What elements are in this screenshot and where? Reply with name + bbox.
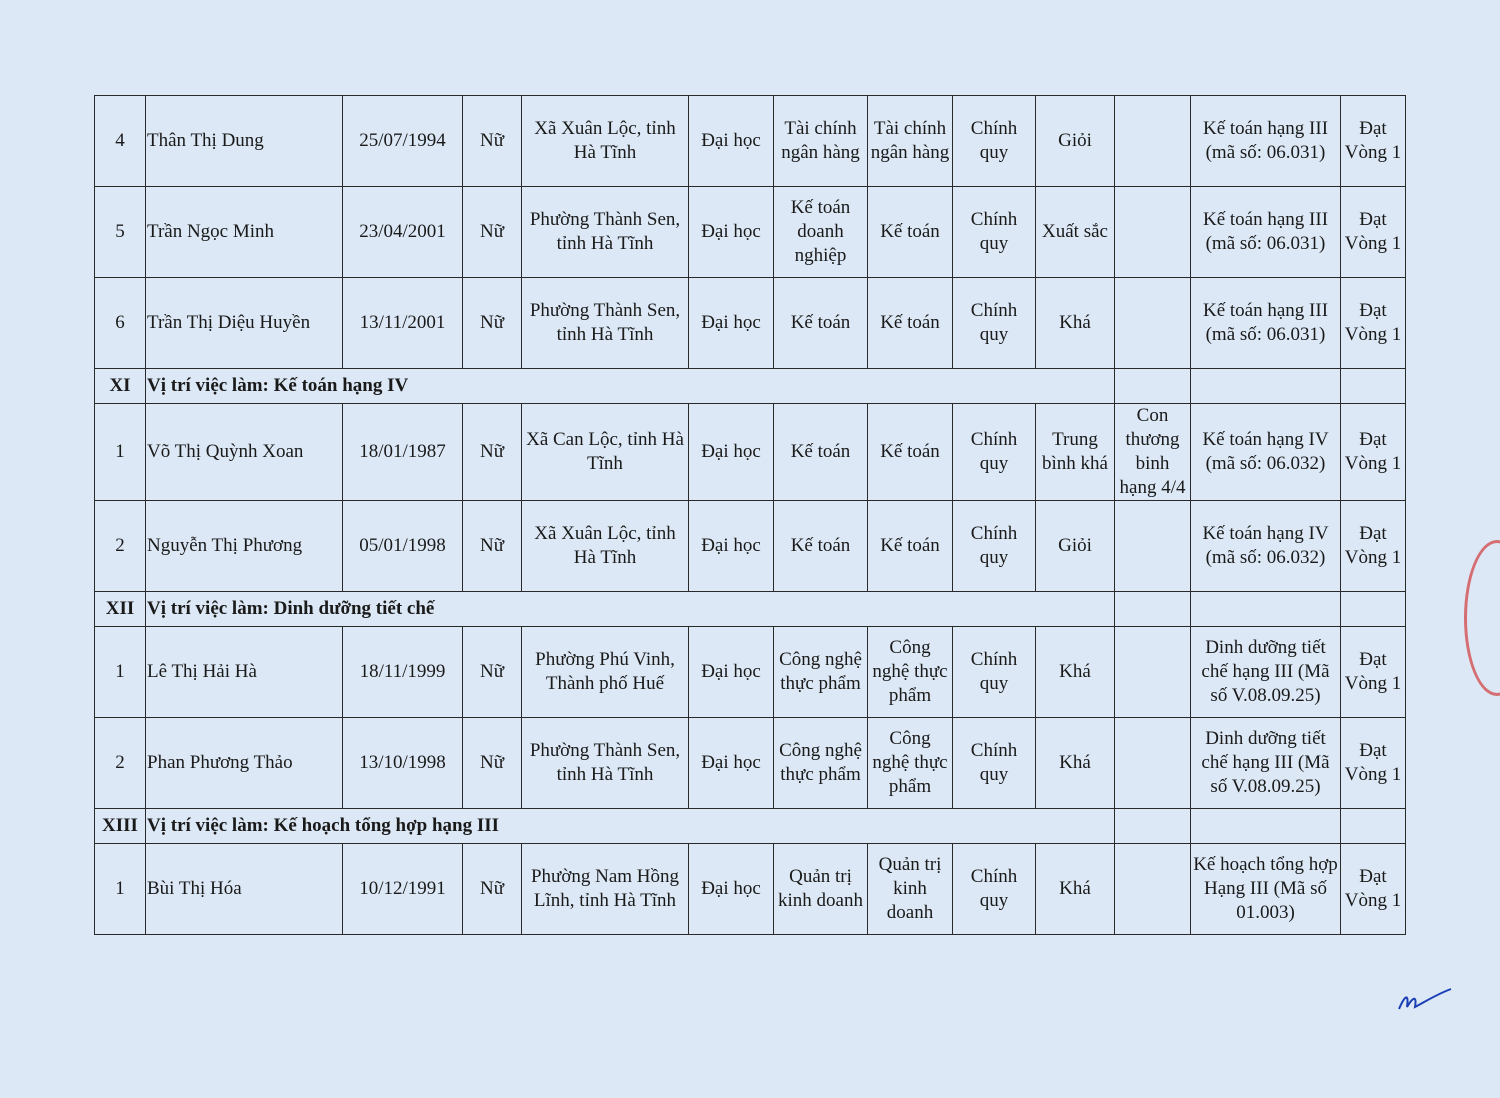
cell-major: Kế toán <box>774 278 868 369</box>
cell-stt: 4 <box>95 96 146 187</box>
cell-field: Tài chính ngân hàng <box>868 96 953 187</box>
signature-initials <box>1395 985 1455 1015</box>
empty-cell <box>1191 809 1341 844</box>
cell-position: Kế toán hạng III (mã số: 06.031) <box>1191 278 1341 369</box>
cell-degree: Đại học <box>689 501 774 592</box>
empty-cell <box>1191 592 1341 627</box>
cell-name: Phan Phương Thảo <box>146 718 343 809</box>
cell-degree: Đại học <box>689 404 774 501</box>
cell-priority <box>1115 627 1191 718</box>
cell-mode: Chính quy <box>953 718 1036 809</box>
cell-address: Phường Nam Hồng Lĩnh, tỉnh Hà Tĩnh <box>522 844 689 935</box>
cell-dob: 13/11/2001 <box>343 278 463 369</box>
cell-field: Kế toán <box>868 187 953 278</box>
empty-cell <box>1115 592 1191 627</box>
cell-mode: Chính quy <box>953 96 1036 187</box>
cell-name: Lê Thị Hải Hà <box>146 627 343 718</box>
cell-mode: Chính quy <box>953 501 1036 592</box>
cell-major: Kế toán <box>774 404 868 501</box>
table-row <box>95 501 1406 592</box>
cell-address: Phường Thành Sen, tỉnh Hà Tĩnh <box>522 718 689 809</box>
cell-field: Kế toán <box>868 278 953 369</box>
cell-result: Đạt Vòng 1 <box>1341 187 1406 278</box>
cell-mode: Chính quy <box>953 404 1036 501</box>
cell-degree: Đại học <box>689 844 774 935</box>
cell-position: Kế toán hạng IV (mã số: 06.032) <box>1191 501 1341 592</box>
cell-name: Trần Ngọc Minh <box>146 187 343 278</box>
cell-stt: 2 <box>95 718 146 809</box>
empty-cell <box>1191 369 1341 404</box>
cell-major: Công nghệ thực phẩm <box>774 627 868 718</box>
cell-name: Nguyễn Thị Phương <box>146 501 343 592</box>
section-row <box>95 809 1406 844</box>
cell-degree: Đại học <box>689 278 774 369</box>
empty-cell <box>1341 809 1406 844</box>
cell-field: Quản trị kinh doanh <box>868 844 953 935</box>
cell-field: Kế toán <box>868 501 953 592</box>
cell-field: Công nghệ thực phẩm <box>868 718 953 809</box>
cell-dob: 05/01/1998 <box>343 501 463 592</box>
cell-mode: Chính quy <box>953 844 1036 935</box>
cell-stt: 1 <box>95 404 146 501</box>
cell-position: Dinh dưỡng tiết chế hạng III (Mã số V.08.09.25) <box>1191 627 1341 718</box>
cell-result: Đạt Vòng 1 <box>1341 627 1406 718</box>
cell-major: Kế toán <box>774 501 868 592</box>
red-stamp <box>1464 540 1500 696</box>
cell-grade: Khá <box>1036 627 1115 718</box>
section-title: Vị trí việc làm: Kế toán hạng IV <box>146 369 1115 404</box>
table-row <box>95 844 1406 935</box>
cell-position: Kế hoạch tổng hợp Hạng III (Mã số 01.003) <box>1191 844 1341 935</box>
cell-address: Xã Xuân Lộc, tỉnh Hà Tĩnh <box>522 501 689 592</box>
cell-grade: Khá <box>1036 278 1115 369</box>
section-row <box>95 369 1406 404</box>
section-number: XII <box>95 592 146 627</box>
cell-position: Kế toán hạng III (mã số: 06.031) <box>1191 96 1341 187</box>
empty-cell <box>1341 369 1406 404</box>
cell-gender: Nữ <box>463 844 522 935</box>
cell-major: Kế toán doanh nghiệp <box>774 187 868 278</box>
cell-priority <box>1115 187 1191 278</box>
cell-major: Quản trị kinh doanh <box>774 844 868 935</box>
cell-result: Đạt Vòng 1 <box>1341 404 1406 501</box>
cell-priority <box>1115 278 1191 369</box>
cell-dob: 25/07/1994 <box>343 96 463 187</box>
cell-gender: Nữ <box>463 404 522 501</box>
cell-major: Công nghệ thực phẩm <box>774 718 868 809</box>
cell-gender: Nữ <box>463 718 522 809</box>
cell-gender: Nữ <box>463 187 522 278</box>
cell-address: Phường Phú Vinh, Thành phố Huế <box>522 627 689 718</box>
table-row <box>95 718 1406 809</box>
cell-gender: Nữ <box>463 627 522 718</box>
table-row <box>95 96 1406 187</box>
cell-dob: 10/12/1991 <box>343 844 463 935</box>
cell-field: Công nghệ thực phẩm <box>868 627 953 718</box>
cell-position: Dinh dưỡng tiết chế hạng III (Mã số V.08.09.25) <box>1191 718 1341 809</box>
empty-cell <box>1115 809 1191 844</box>
cell-stt: 1 <box>95 844 146 935</box>
cell-address: Phường Thành Sen, tỉnh Hà Tĩnh <box>522 278 689 369</box>
cell-stt: 5 <box>95 187 146 278</box>
cell-field: Kế toán <box>868 404 953 501</box>
cell-priority <box>1115 844 1191 935</box>
cell-position: Kế toán hạng IV (mã số: 06.032) <box>1191 404 1341 501</box>
cell-name: Võ Thị Quỳnh Xoan <box>146 404 343 501</box>
cell-name: Thân Thị Dung <box>146 96 343 187</box>
cell-result: Đạt Vòng 1 <box>1341 278 1406 369</box>
cell-grade: Trung bình khá <box>1036 404 1115 501</box>
cell-result: Đạt Vòng 1 <box>1341 501 1406 592</box>
cell-address: Phường Thành Sen, tỉnh Hà Tĩnh <box>522 187 689 278</box>
cell-dob: 18/01/1987 <box>343 404 463 501</box>
cell-gender: Nữ <box>463 96 522 187</box>
cell-stt: 6 <box>95 278 146 369</box>
cell-address: Xã Can Lộc, tỉnh Hà Tĩnh <box>522 404 689 501</box>
cell-gender: Nữ <box>463 501 522 592</box>
cell-mode: Chính quy <box>953 187 1036 278</box>
cell-priority <box>1115 501 1191 592</box>
section-number: XI <box>95 369 146 404</box>
cell-gender: Nữ <box>463 278 522 369</box>
candidate-table <box>94 95 1406 935</box>
cell-degree: Đại học <box>689 96 774 187</box>
table-row <box>95 404 1406 501</box>
cell-mode: Chính quy <box>953 627 1036 718</box>
cell-name: Bùi Thị Hóa <box>146 844 343 935</box>
empty-cell <box>1115 369 1191 404</box>
table-row <box>95 278 1406 369</box>
cell-dob: 13/10/1998 <box>343 718 463 809</box>
cell-grade: Khá <box>1036 844 1115 935</box>
cell-grade: Xuất sắc <box>1036 187 1115 278</box>
cell-name: Trần Thị Diệu Huyền <box>146 278 343 369</box>
cell-mode: Chính quy <box>953 278 1036 369</box>
cell-degree: Đại học <box>689 718 774 809</box>
cell-position: Kế toán hạng III (mã số: 06.031) <box>1191 187 1341 278</box>
section-title: Vị trí việc làm: Kế hoạch tổng hợp hạng III <box>146 809 1115 844</box>
cell-degree: Đại học <box>689 627 774 718</box>
cell-degree: Đại học <box>689 187 774 278</box>
cell-major: Tài chính ngân hàng <box>774 96 868 187</box>
cell-grade: Giỏi <box>1036 501 1115 592</box>
cell-stt: 1 <box>95 627 146 718</box>
cell-priority <box>1115 718 1191 809</box>
cell-grade: Khá <box>1036 718 1115 809</box>
table-row <box>95 627 1406 718</box>
cell-stt: 2 <box>95 501 146 592</box>
cell-priority: Con thương binh hạng 4/4 <box>1115 404 1191 501</box>
cell-result: Đạt Vòng 1 <box>1341 96 1406 187</box>
table-row <box>95 187 1406 278</box>
empty-cell <box>1341 592 1406 627</box>
cell-result: Đạt Vòng 1 <box>1341 718 1406 809</box>
cell-dob: 18/11/1999 <box>343 627 463 718</box>
cell-priority <box>1115 96 1191 187</box>
section-title: Vị trí việc làm: Dinh dưỡng tiết chế <box>146 592 1115 627</box>
cell-result: Đạt Vòng 1 <box>1341 844 1406 935</box>
cell-dob: 23/04/2001 <box>343 187 463 278</box>
section-number: XIII <box>95 809 146 844</box>
cell-grade: Giỏi <box>1036 96 1115 187</box>
cell-address: Xã Xuân Lộc, tỉnh Hà Tĩnh <box>522 96 689 187</box>
section-row <box>95 592 1406 627</box>
